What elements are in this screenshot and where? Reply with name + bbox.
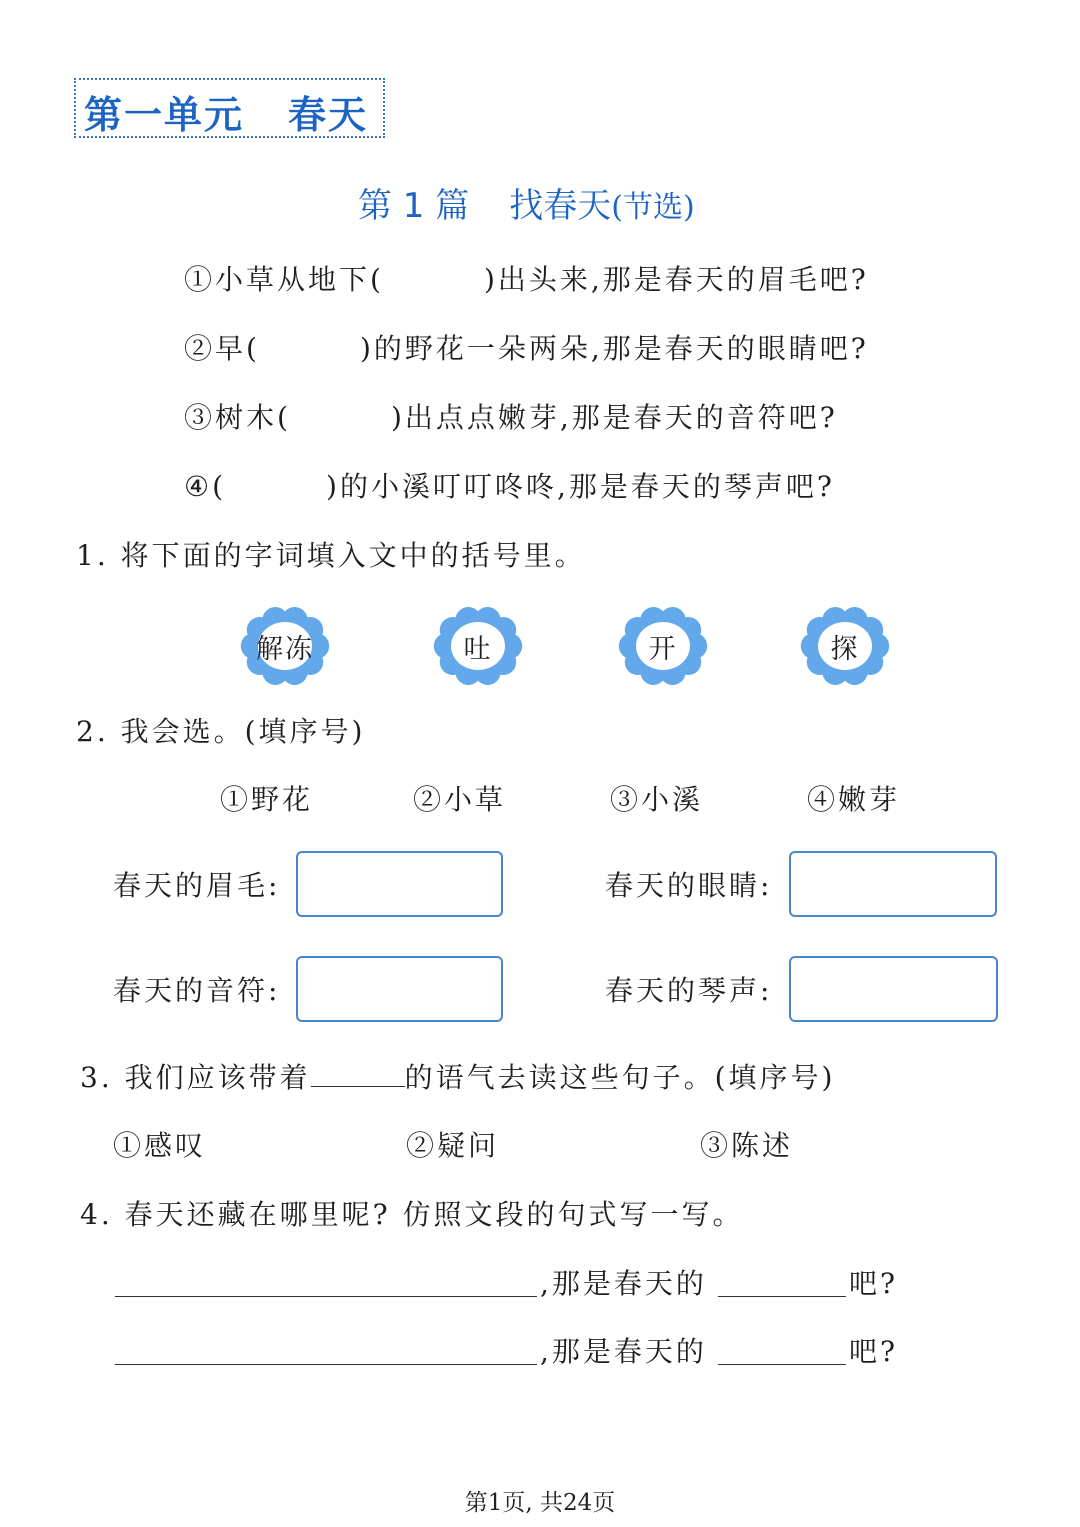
question-1: 1. 将下面的字词填入文中的括号里。 xyxy=(76,539,586,572)
passage-line-2 xyxy=(184,327,869,367)
q2-option-2: ②小草 xyxy=(413,783,507,816)
passage-line-4 xyxy=(184,465,835,505)
q3-option-1: ①感叹 xyxy=(113,1129,207,1162)
question-3-post: 的语气去读这些句子。(填序号) xyxy=(404,1061,836,1094)
unit-theme: 春天 xyxy=(288,93,369,137)
answer-box-eyes[interactable] xyxy=(789,851,997,917)
passage-line-2-pre: ②早( xyxy=(184,332,260,365)
passage-line-3-post: )出点点嫩芽,那是春天的音符吧? xyxy=(390,401,838,434)
q2-option-4: ④嫩芽 xyxy=(807,783,901,816)
question-3 xyxy=(80,1056,835,1096)
article-number: 第 1 篇 xyxy=(358,186,470,226)
label-eyebrow: 春天的眉毛: xyxy=(113,869,281,902)
page-footer: 第1页, 共24页 xyxy=(464,1490,616,1516)
unit-heading xyxy=(84,84,368,139)
word-flower-label: 探 xyxy=(830,633,860,665)
passage-line-1-pre: ①小草从地下( xyxy=(184,263,384,296)
answer-box-music[interactable] xyxy=(789,956,998,1022)
q4-answer-line-2[interactable] xyxy=(115,1364,537,1365)
question-2: 2. 我会选。(填序号) xyxy=(76,715,366,748)
q2-option-1: ①野花 xyxy=(220,783,314,816)
word-flower-label: 开 xyxy=(648,633,678,665)
q2-option-3: ③小溪 xyxy=(610,783,704,816)
answer-box-notes[interactable] xyxy=(296,956,503,1022)
q4-answer-blank-2[interactable] xyxy=(718,1364,846,1365)
passage-line-3 xyxy=(184,396,838,436)
q4-answer-line-1[interactable] xyxy=(115,1296,537,1297)
label-music: 春天的琴声: xyxy=(605,974,773,1007)
article-name: 找春天 xyxy=(509,186,612,226)
word-flower-4[interactable] xyxy=(795,603,895,689)
passage-line-2-post: )的野花一朵两朵,那是春天的眼睛吧? xyxy=(359,332,869,365)
article-title xyxy=(358,178,695,227)
passage-line-1-post: )出头来,那是春天的眉毛吧? xyxy=(483,263,869,296)
q4-mid-1: ,那是春天的 xyxy=(540,1267,707,1300)
word-flower-2[interactable] xyxy=(428,603,528,689)
q3-option-2: ②疑问 xyxy=(406,1129,500,1162)
word-flower-3[interactable] xyxy=(613,603,713,689)
article-note: (节选) xyxy=(611,190,695,225)
q4-answer-blank-1[interactable] xyxy=(718,1296,846,1297)
answer-box-eyebrow[interactable] xyxy=(296,851,503,917)
passage-line-3-pre: ③树木( xyxy=(184,401,291,434)
question-4: 4. 春天还藏在哪里呢? 仿照文段的句式写一写。 xyxy=(80,1198,744,1231)
passage-line-1 xyxy=(184,258,869,298)
unit-number: 第一单元 xyxy=(84,93,245,137)
word-flower-label: 吐 xyxy=(463,633,493,665)
label-notes: 春天的音符: xyxy=(113,974,281,1007)
passage-line-4-post: )的小溪叮叮咚咚,那是春天的琴声吧? xyxy=(326,470,835,503)
q4-mid-2: ,那是春天的 xyxy=(540,1335,707,1368)
passage-line-4-pre: ④( xyxy=(184,470,227,503)
q3-option-3: ③陈述 xyxy=(700,1129,794,1162)
question-3-blank[interactable] xyxy=(311,1062,405,1087)
q4-end-2: 吧? xyxy=(849,1335,899,1368)
q4-end-1: 吧? xyxy=(849,1267,899,1300)
word-flower-1[interactable] xyxy=(235,603,335,689)
question-3-pre: 3. 我们应该带着 xyxy=(80,1061,311,1094)
label-eyes: 春天的眼睛: xyxy=(605,869,773,902)
word-flower-label: 解冻 xyxy=(256,633,314,665)
